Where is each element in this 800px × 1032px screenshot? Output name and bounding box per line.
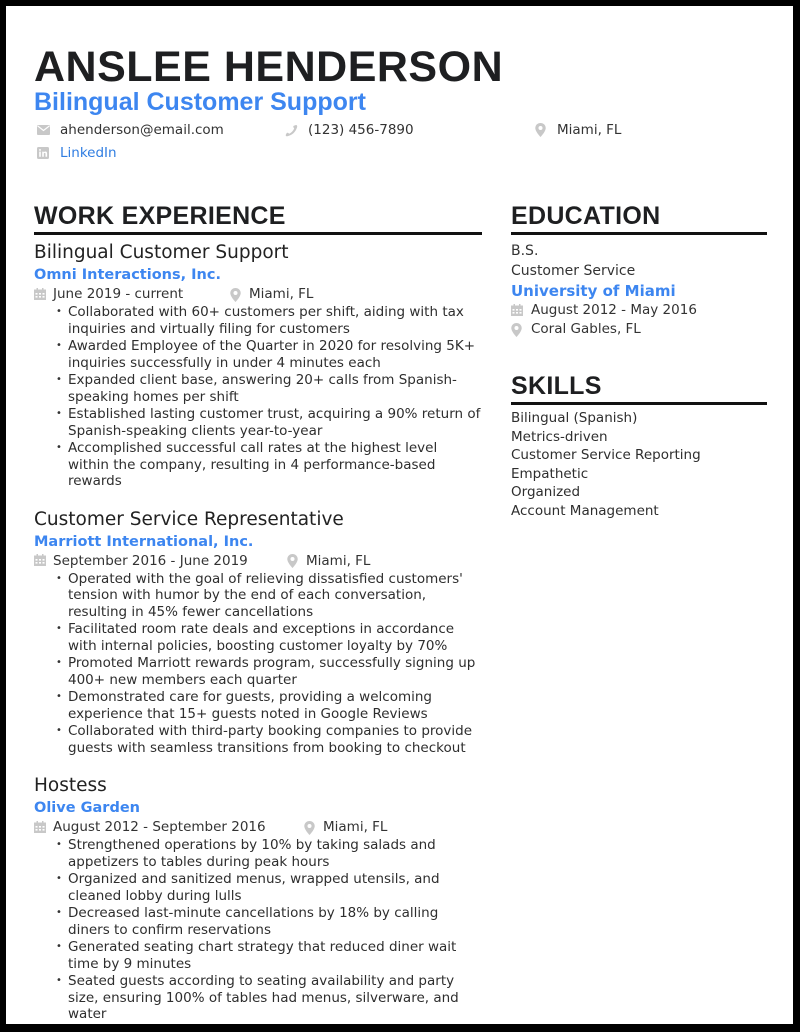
skill-item: Customer Service Reporting	[511, 447, 701, 463]
job-dates: August 2012 - September 2016	[53, 819, 266, 835]
candidate-title: Bilingual Customer Support	[34, 88, 366, 116]
phone-icon	[284, 123, 298, 137]
phone-text: (123) 456-7890	[308, 122, 414, 138]
contact-phone	[284, 121, 414, 139]
work-experience-section	[34, 202, 482, 1024]
candidate-name: ANSLEE HENDERSON	[34, 43, 504, 91]
email-text: ahenderson@email.com	[60, 122, 224, 138]
envelope-icon	[36, 123, 50, 137]
company-name: Omni Interactions, Inc.	[34, 267, 221, 283]
bullet-item: • Decreased last-minute cancellations by 18% by calling diners to confirm reservations	[56, 905, 482, 938]
map-pin-icon	[287, 554, 300, 567]
job-entry	[34, 508, 482, 757]
education-location: Coral Gables, FL	[531, 321, 641, 337]
job-location: Miami, FL	[249, 286, 314, 302]
skills-list	[511, 409, 767, 520]
bullet-item: • Demonstrated care for guests, providing a welcoming experience that 15+ guests noted in Google Reviews	[56, 689, 482, 722]
calendar-icon	[511, 304, 524, 317]
linkedin-link[interactable]: LinkedIn	[60, 145, 117, 161]
skill-item: Organized	[511, 484, 581, 500]
company-name: Marriott International, Inc.	[34, 533, 254, 550]
bullet-item: • Collaborated with 60+ customers per shift, aiding with tax inquiries and virtually filing for customers	[56, 304, 482, 337]
contact-location	[533, 121, 621, 139]
job-bullets	[56, 571, 482, 757]
education-heading: EDUCATION	[511, 202, 767, 235]
bullet-item: • Seated guests according to seating availability and party size, ensuring 100% of tables had menus, silverware, and water	[56, 973, 482, 1023]
skill-item: Account Management	[511, 502, 659, 519]
degree: B.S.	[511, 243, 539, 259]
job-dates: September 2016 - June 2019	[53, 552, 248, 569]
skills-section	[511, 372, 767, 520]
job-meta	[34, 552, 482, 570]
bullet-item: • Promoted Marriott rewards program, successfully signing up 400+ new members each quarter	[56, 655, 482, 688]
map-pin-icon	[230, 288, 243, 301]
location-text: Miami, FL	[557, 122, 622, 138]
map-pin-icon	[533, 123, 547, 137]
work-experience-heading: WORK EXPERIENCE	[34, 202, 482, 235]
bullet-item: • Facilitated room rate deals and exceptions in accordance with internal policies, boosting customer loyalty by 70%	[56, 621, 482, 654]
education-section	[511, 202, 767, 339]
job-title: Hostess	[34, 775, 107, 796]
field-of-study: Customer Service	[511, 263, 636, 279]
company-name: Olive Garden	[34, 800, 140, 816]
school-name: University of Miami	[511, 282, 676, 300]
contact-email	[36, 121, 224, 139]
job-entry	[34, 774, 482, 1023]
sidebar-column	[511, 202, 767, 520]
calendar-icon	[34, 554, 47, 567]
job-bullets	[56, 837, 482, 1023]
job-location: Miami, FL	[323, 819, 388, 835]
job-entry	[34, 241, 482, 490]
education-dates: August 2012 - May 2016	[531, 302, 697, 318]
job-meta	[34, 285, 482, 303]
bullet-item: • Operated with the goal of relieving dissatisfied customers' tension with humor by the end of each conversation, resulting in 45% fewer cancellations	[56, 571, 482, 621]
skill-item: Bilingual (Spanish)	[511, 410, 638, 426]
skills-heading: SKILLS	[511, 372, 767, 405]
resume-page	[6, 6, 793, 1024]
bullet-item: • Strengthened operations by 10% by taking salads and appetizers to tables during peak hours	[56, 837, 482, 870]
bullet-item: • Generated seating chart strategy that reduced diner wait time by 9 minutes	[56, 939, 482, 972]
job-bullets	[56, 304, 482, 490]
contact-linkedin[interactable]	[36, 144, 117, 162]
skill-item: Empathetic	[511, 465, 589, 482]
bullet-item: • Expanded client base, answering 20+ calls from Spanish-speaking homes per shift	[56, 372, 482, 405]
job-location: Miami, FL	[306, 552, 371, 569]
job-dates: June 2019 - current	[53, 286, 184, 302]
education-location-row	[511, 320, 767, 339]
bullet-item: • Awarded Employee of the Quarter in 2020 for resolving 5K+ inquiries successfully in under 4 minutes each	[56, 338, 482, 371]
bullet-item: • Organized and sanitized menus, wrapped utensils, and cleaned lobby during lulls	[56, 871, 482, 904]
job-title: Customer Service Representative	[34, 508, 344, 530]
calendar-icon	[34, 821, 47, 834]
bullet-item: • Collaborated with third-party booking companies to provide guests with seamless transitions from booking to checkout	[56, 723, 482, 756]
map-pin-icon	[511, 323, 524, 336]
job-title: Bilingual Customer Support	[34, 242, 289, 263]
bullet-item: • Accomplished successful call rates at the highest level within the company, resulting in 4 performance-based rewards	[56, 440, 482, 490]
linkedin-icon	[36, 146, 50, 160]
skill-item: Metrics-driven	[511, 428, 608, 445]
bullet-item: • Established lasting customer trust, acquiring a 90% return of Spanish-speaking clients year-to-year	[56, 406, 482, 439]
job-meta	[34, 818, 482, 836]
calendar-icon	[34, 288, 47, 301]
map-pin-icon	[304, 821, 317, 834]
education-dates-row	[511, 301, 767, 320]
